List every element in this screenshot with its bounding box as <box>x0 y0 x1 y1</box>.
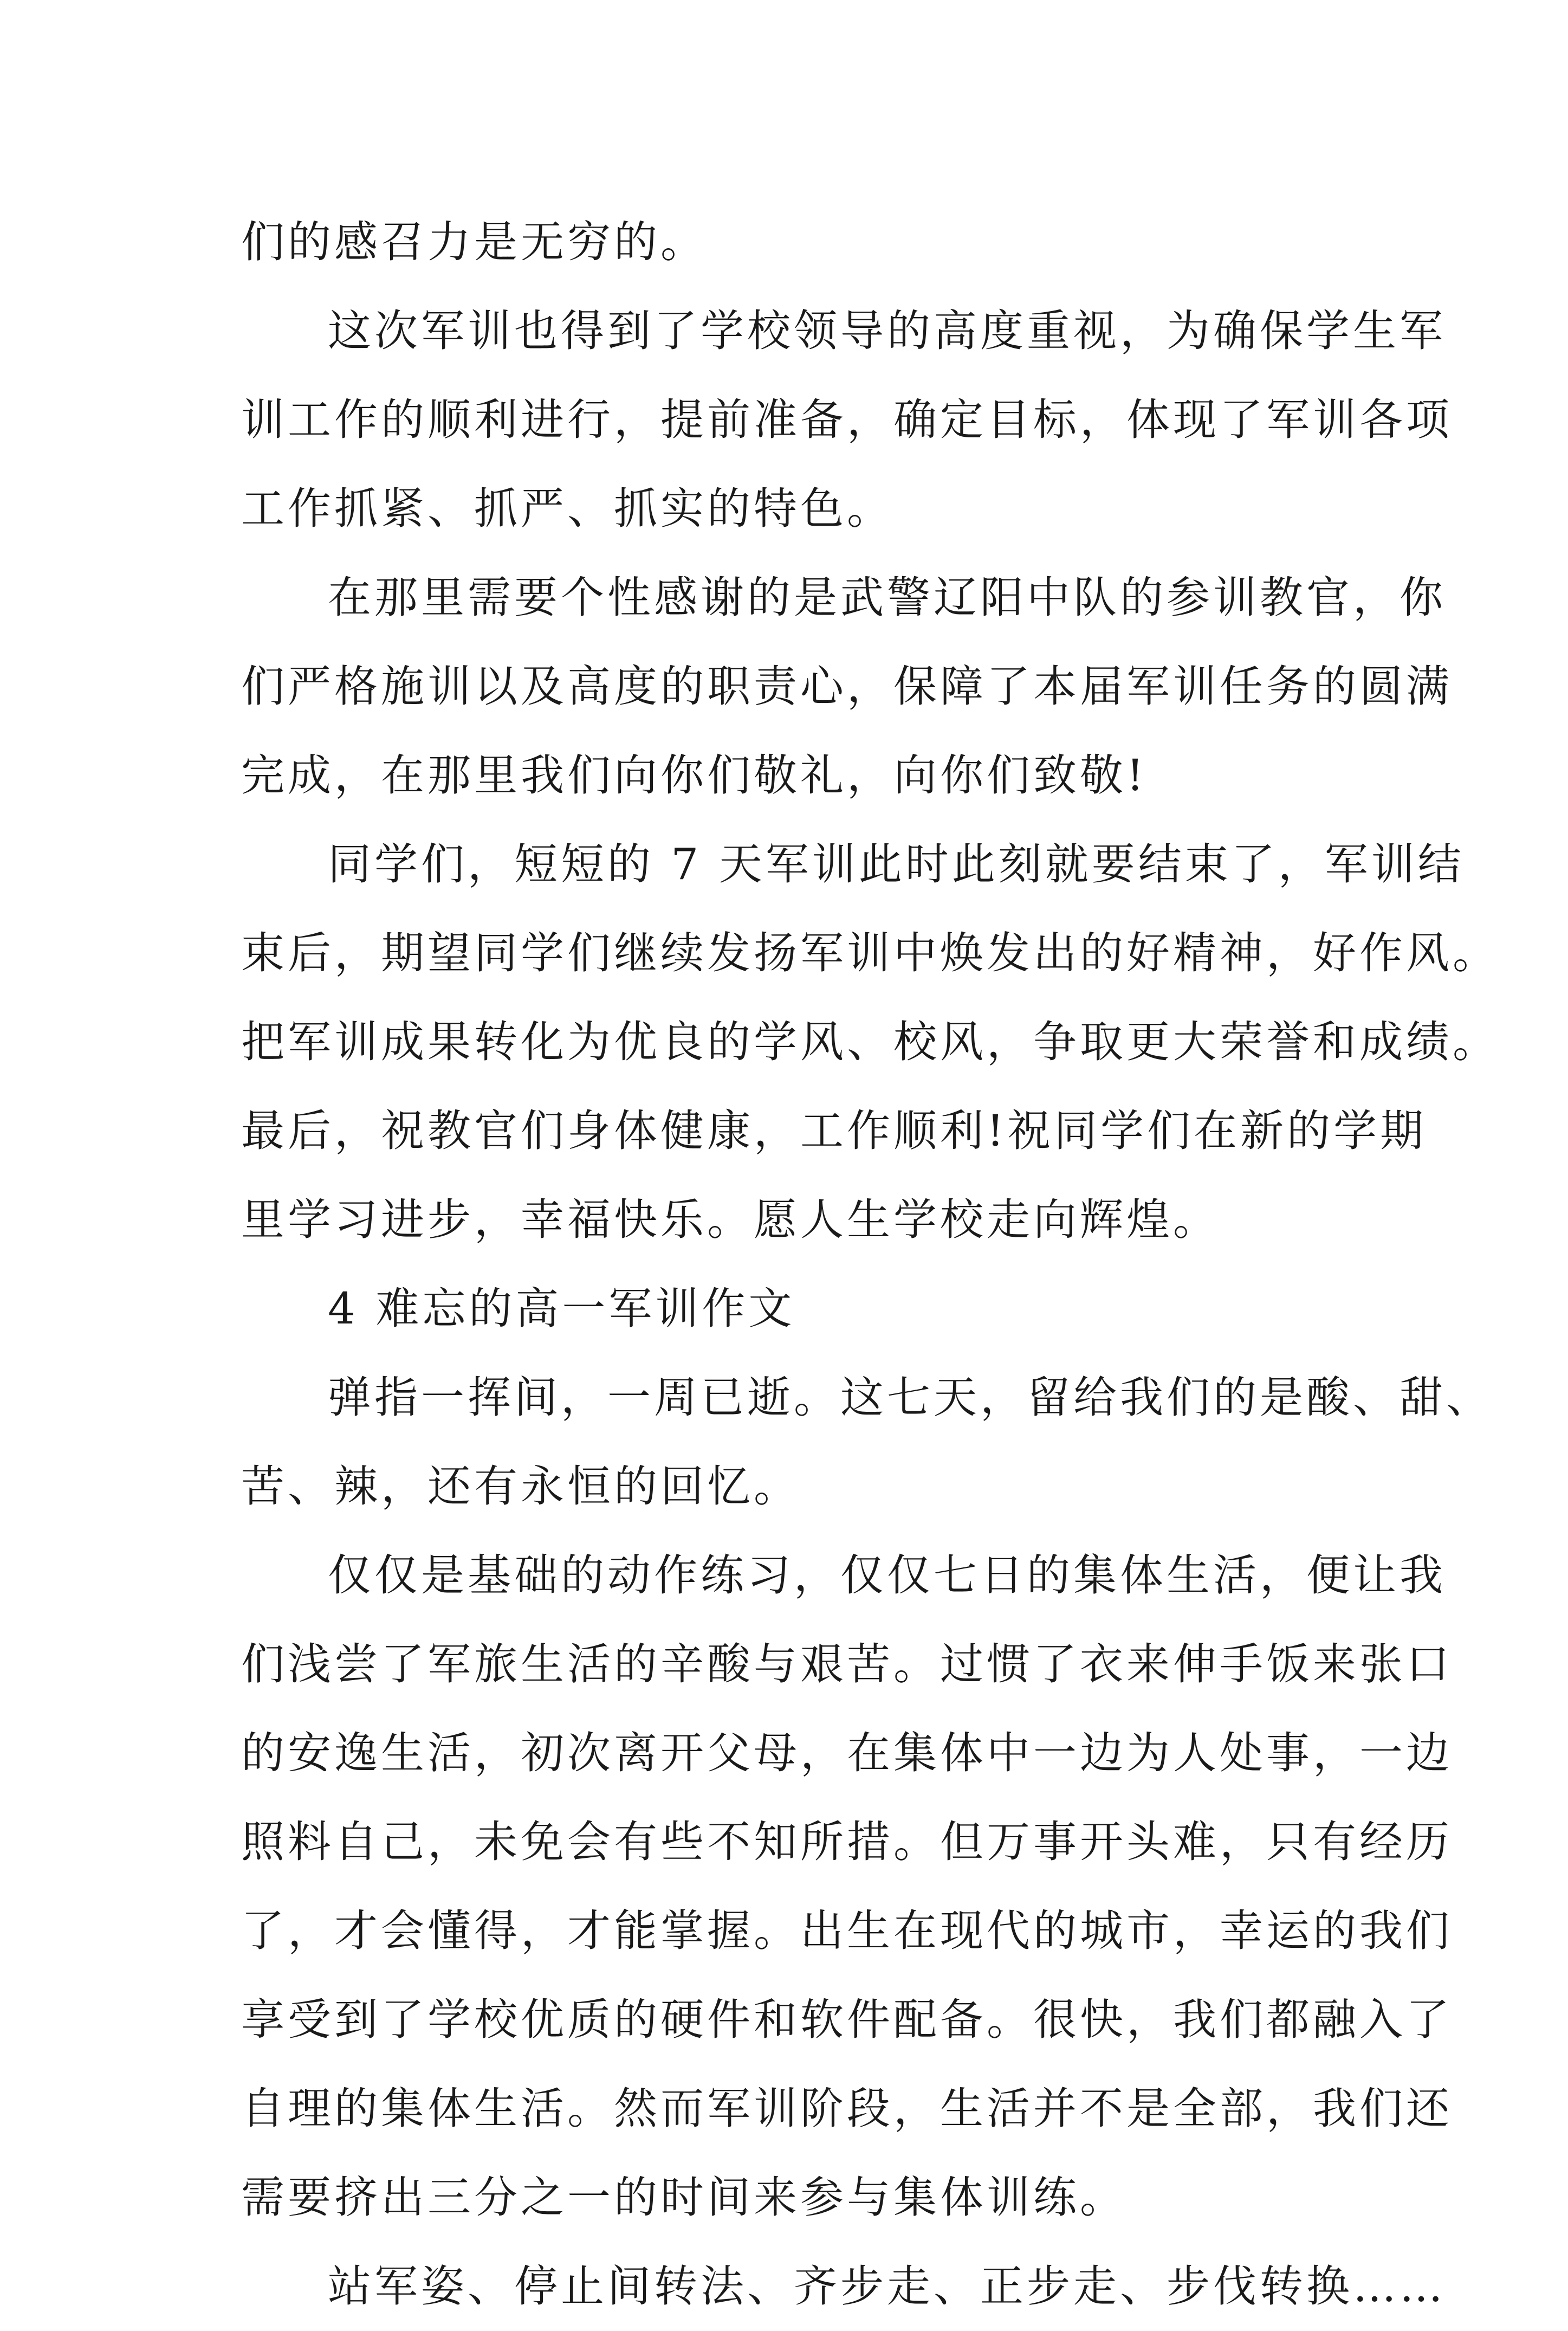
text-line: 在那里需要个性感谢的是武警辽阳中队的参训教官，你 <box>328 572 1446 623</box>
text-line: 的安逸生活，初次离开父母，在集体中一边为人处事，一边 <box>241 1728 1453 1778</box>
section-heading: 4 难忘的高一军训作文 <box>328 1283 795 1334</box>
text-line: 了，才会懂得，才能掌握。出生在现代的城市，幸运的我们 <box>241 1906 1453 1956</box>
text-line: 里学习进步，幸福快乐。愿人生学校走向辉煌。 <box>241 1194 1220 1245</box>
text-line: 苦、辣，还有永恒的回忆。 <box>241 1461 800 1512</box>
text-line: 照料自己，未免会有些不知所措。但万事开头难，只有经历 <box>241 1817 1453 1867</box>
text-line: 同学们，短短的 7 天军训此时此刻就要结束了，军训结 <box>328 839 1465 889</box>
text-line: 弹指一挥间，一周已逝。这七天，留给我们的是酸、甜、 <box>328 1372 1493 1423</box>
text-line: 完成，在那里我们向你们敬礼，向你们致敬! <box>241 750 1148 800</box>
text-line: 们的感召力是无穷的。 <box>241 217 707 267</box>
text-line: 工作抓紧、抓严、抓实的特色。 <box>241 483 893 534</box>
document-body <box>241 198 1499 2331</box>
text-line: 这次军训也得到了学校领导的高度重视，为确保学生军 <box>328 306 1446 356</box>
text-line: 享受到了学校优质的硬件和软件配备。很快，我们都融入了 <box>241 1994 1453 2045</box>
text-line: 们严格施训以及高度的职责心，保障了本届军训任务的圆满 <box>241 661 1453 712</box>
text-line: 训工作的顺利进行，提前准备，确定目标，体现了军训各项 <box>241 395 1453 445</box>
text-line: 把军训成果转化为优良的学风、校风，争取更大荣誉和成绩。 <box>241 1017 1499 1067</box>
text-line: 站军姿、停止间转法、齐步走、正步走、步伐转换…… <box>328 2261 1446 2311</box>
text-line: 束后，期望同学们继续发扬军训中焕发出的好精神，好作风。 <box>241 928 1499 978</box>
text-line: 需要挤出三分之一的时间来参与集体训练。 <box>241 2172 1126 2223</box>
text-line: 仅仅是基础的动作练习，仅仅七日的集体生活，便让我 <box>328 1550 1446 1600</box>
text-line: 自理的集体生活。然而军训阶段，生活并不是全部，我们还 <box>241 2083 1453 2134</box>
text-line: 最后，祝教官们身体健康，工作顺利!祝同学们在新的学期 <box>241 1106 1427 1156</box>
text-line: 们浅尝了军旅生活的辛酸与艰苦。过惯了衣来伸手饭来张口 <box>241 1639 1453 1689</box>
